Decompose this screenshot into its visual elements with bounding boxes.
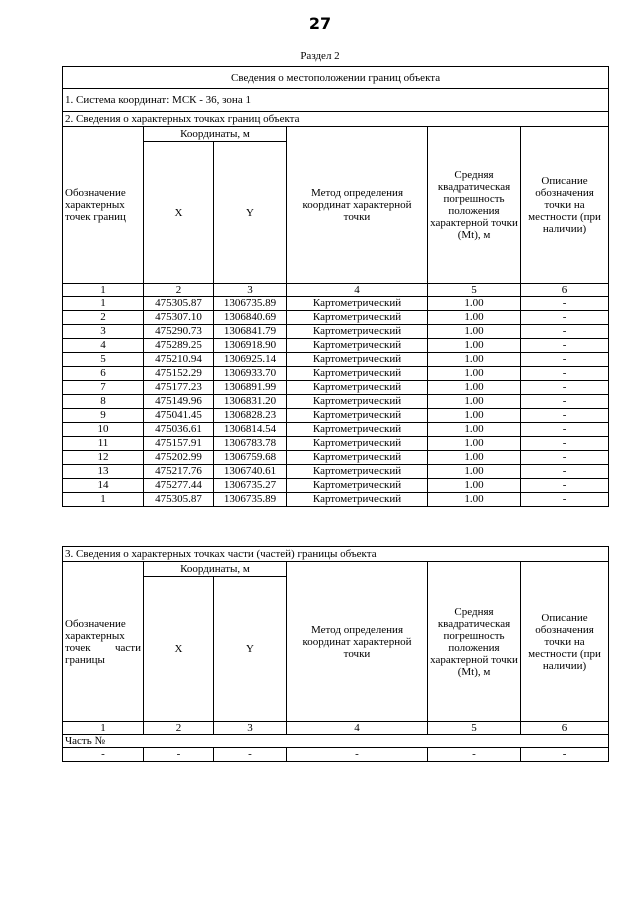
header-x: X: [144, 142, 214, 284]
table-cell: Картометрический: [287, 451, 428, 465]
table-cell: -: [521, 311, 609, 325]
header-coordinates: Координаты, м: [144, 562, 287, 577]
header-method: Метод определения координат характерной точки: [287, 562, 428, 722]
header-coordinates: Координаты, м: [144, 127, 287, 142]
table-cell: 475307.10: [144, 311, 214, 325]
table-cell: Картометрический: [287, 493, 428, 507]
table-row: [63, 297, 609, 311]
table-row: [63, 451, 609, 465]
table-cell: 1.00: [428, 395, 521, 409]
table-cell: 475289.25: [144, 339, 214, 353]
table-cell: -: [521, 748, 609, 762]
table-cell: 1.00: [428, 311, 521, 325]
table-cell: 1.00: [428, 297, 521, 311]
table-cell: 475277.44: [144, 479, 214, 493]
table-cell: Картометрический: [287, 437, 428, 451]
table-cell: 1306841.79: [214, 325, 287, 339]
table-row: [63, 423, 609, 437]
table-row: [63, 353, 609, 367]
table-cell: -: [521, 451, 609, 465]
table-cell: -: [521, 409, 609, 423]
column-number: 3: [214, 722, 287, 735]
table-cell: -: [144, 748, 214, 762]
table-cell: 1306933.70: [214, 367, 287, 381]
column-number: 5: [428, 722, 521, 735]
table-cell: Картометрический: [287, 395, 428, 409]
table-cell: 1.00: [428, 339, 521, 353]
section2-title: 2. Сведения о характерных точках границ объекта: [63, 112, 609, 127]
table-cell: -: [521, 493, 609, 507]
column-number: 5: [428, 284, 521, 297]
table-cell: 4: [63, 339, 144, 353]
table-cell: 13: [63, 465, 144, 479]
table-cell: 475041.45: [144, 409, 214, 423]
table-cell: 1: [63, 297, 144, 311]
page-number: 27: [308, 14, 332, 33]
table-cell: -: [521, 339, 609, 353]
header-error: Средняя квадратическая погрешность положения характерной точки (Mt), м: [428, 562, 521, 722]
table-cell: 1306828.23: [214, 409, 287, 423]
table-cell: -: [521, 479, 609, 493]
table-cell: 475149.96: [144, 395, 214, 409]
table-cell: 1.00: [428, 409, 521, 423]
table-cell: 475305.87: [144, 493, 214, 507]
table-cell: 1306783.78: [214, 437, 287, 451]
table-cell: 10: [63, 423, 144, 437]
table-row: [63, 409, 609, 423]
table-row: [63, 367, 609, 381]
table-row: [63, 325, 609, 339]
header-point-designation-part: Обозначение характерных точек части границы: [63, 562, 144, 722]
table-cell: 475036.61: [144, 423, 214, 437]
section-label: Раздел 2: [300, 50, 340, 62]
table-cell: Картометрический: [287, 381, 428, 395]
table-cell: 1306759.68: [214, 451, 287, 465]
table-cell: 1: [63, 493, 144, 507]
table-cell: Картометрический: [287, 297, 428, 311]
points-list: [63, 297, 609, 507]
section3-title: 3. Сведения о характерных точках части (частей) границы объекта: [63, 547, 609, 562]
header-point-designation: Обозначение характерных точек границ: [63, 127, 144, 284]
table-cell: 1.00: [428, 493, 521, 507]
table-cell: 475290.73: [144, 325, 214, 339]
table-cell: 1.00: [428, 325, 521, 339]
table-cell: 12: [63, 451, 144, 465]
table-cell: 1.00: [428, 451, 521, 465]
table-cell: 1.00: [428, 367, 521, 381]
table-cell: -: [521, 465, 609, 479]
table-row: [63, 381, 609, 395]
column-number: 4: [287, 722, 428, 735]
table-cell: 1.00: [428, 437, 521, 451]
table-cell: 1306735.27: [214, 479, 287, 493]
table-cell: -: [521, 381, 609, 395]
part-label: Часть №: [63, 735, 609, 748]
part-boundary-table: [62, 546, 609, 762]
table-row: [63, 479, 609, 493]
table-cell: 9: [63, 409, 144, 423]
part-points-list: [63, 748, 609, 762]
header-y: Y: [214, 142, 287, 284]
table-cell: 1.00: [428, 353, 521, 367]
table-cell: 1.00: [428, 465, 521, 479]
table-cell: 8: [63, 395, 144, 409]
table-cell: 14: [63, 479, 144, 493]
table-cell: 475305.87: [144, 297, 214, 311]
header-description: Описание обозначения точки на местности (при наличии): [521, 562, 609, 722]
table-cell: Картометрический: [287, 367, 428, 381]
table-cell: 2: [63, 311, 144, 325]
table-cell: Картометрический: [287, 465, 428, 479]
table-cell: -: [521, 367, 609, 381]
table-cell: 1306735.89: [214, 493, 287, 507]
table-cell: 475157.91: [144, 437, 214, 451]
table-row: [63, 465, 609, 479]
table-row: [63, 437, 609, 451]
column-number: 2: [144, 284, 214, 297]
table-cell: 475210.94: [144, 353, 214, 367]
table-row: [63, 311, 609, 325]
header-method: Метод определения координат характерной точки: [287, 127, 428, 284]
table-cell: Картометрический: [287, 339, 428, 353]
header-error: Средняя квадратическая погрешность положения характерной точки (Mt), м: [428, 127, 521, 284]
table-cell: 1306814.54: [214, 423, 287, 437]
table-cell: 3: [63, 325, 144, 339]
table-cell: -: [521, 353, 609, 367]
column-number: 1: [63, 284, 144, 297]
table-cell: -: [214, 748, 287, 762]
table-cell: 1.00: [428, 381, 521, 395]
column-number: 1: [63, 722, 144, 735]
table-cell: -: [287, 748, 428, 762]
table-row: [63, 493, 609, 507]
table-cell: 1306925.14: [214, 353, 287, 367]
table-cell: 1306735.89: [214, 297, 287, 311]
header-x: X: [144, 577, 214, 722]
table-cell: 1306918.90: [214, 339, 287, 353]
table-cell: Картометрический: [287, 409, 428, 423]
table-cell: -: [63, 748, 144, 762]
table-cell: 475217.76: [144, 465, 214, 479]
table-cell: Картометрический: [287, 479, 428, 493]
table-cell: 11: [63, 437, 144, 451]
column-number: 4: [287, 284, 428, 297]
table-cell: 1306840.69: [214, 311, 287, 325]
column-number: 6: [521, 722, 609, 735]
table-cell: 7: [63, 381, 144, 395]
table-row: [63, 395, 609, 409]
table-cell: 475202.99: [144, 451, 214, 465]
table-cell: 5: [63, 353, 144, 367]
table-title: Сведения о местоположении границ объекта: [63, 67, 609, 89]
table-cell: 1306831.20: [214, 395, 287, 409]
column-number: 6: [521, 284, 609, 297]
table-cell: 1306891.99: [214, 381, 287, 395]
table-cell: 1.00: [428, 423, 521, 437]
table-cell: 1306740.61: [214, 465, 287, 479]
table-cell: Картометрический: [287, 353, 428, 367]
table-cell: -: [521, 437, 609, 451]
header-description: Описание обозначения точки на местности (при наличии): [521, 127, 609, 284]
table-cell: Картометрический: [287, 423, 428, 437]
column-number: 2: [144, 722, 214, 735]
table-cell: 1.00: [428, 479, 521, 493]
table-cell: -: [428, 748, 521, 762]
table-cell: -: [521, 325, 609, 339]
column-number: 3: [214, 284, 287, 297]
table-row: [63, 748, 609, 762]
table-cell: -: [521, 297, 609, 311]
table-cell: 6: [63, 367, 144, 381]
table-cell: -: [521, 423, 609, 437]
table-cell: 475177.23: [144, 381, 214, 395]
table-cell: Картометрический: [287, 325, 428, 339]
coord-system: 1. Система координат: МСК - 36, зона 1: [63, 89, 609, 112]
table-row: [63, 339, 609, 353]
table-cell: Картометрический: [287, 311, 428, 325]
boundary-table: [62, 66, 609, 507]
header-y: Y: [214, 577, 287, 722]
table-cell: 475152.29: [144, 367, 214, 381]
table-cell: -: [521, 395, 609, 409]
